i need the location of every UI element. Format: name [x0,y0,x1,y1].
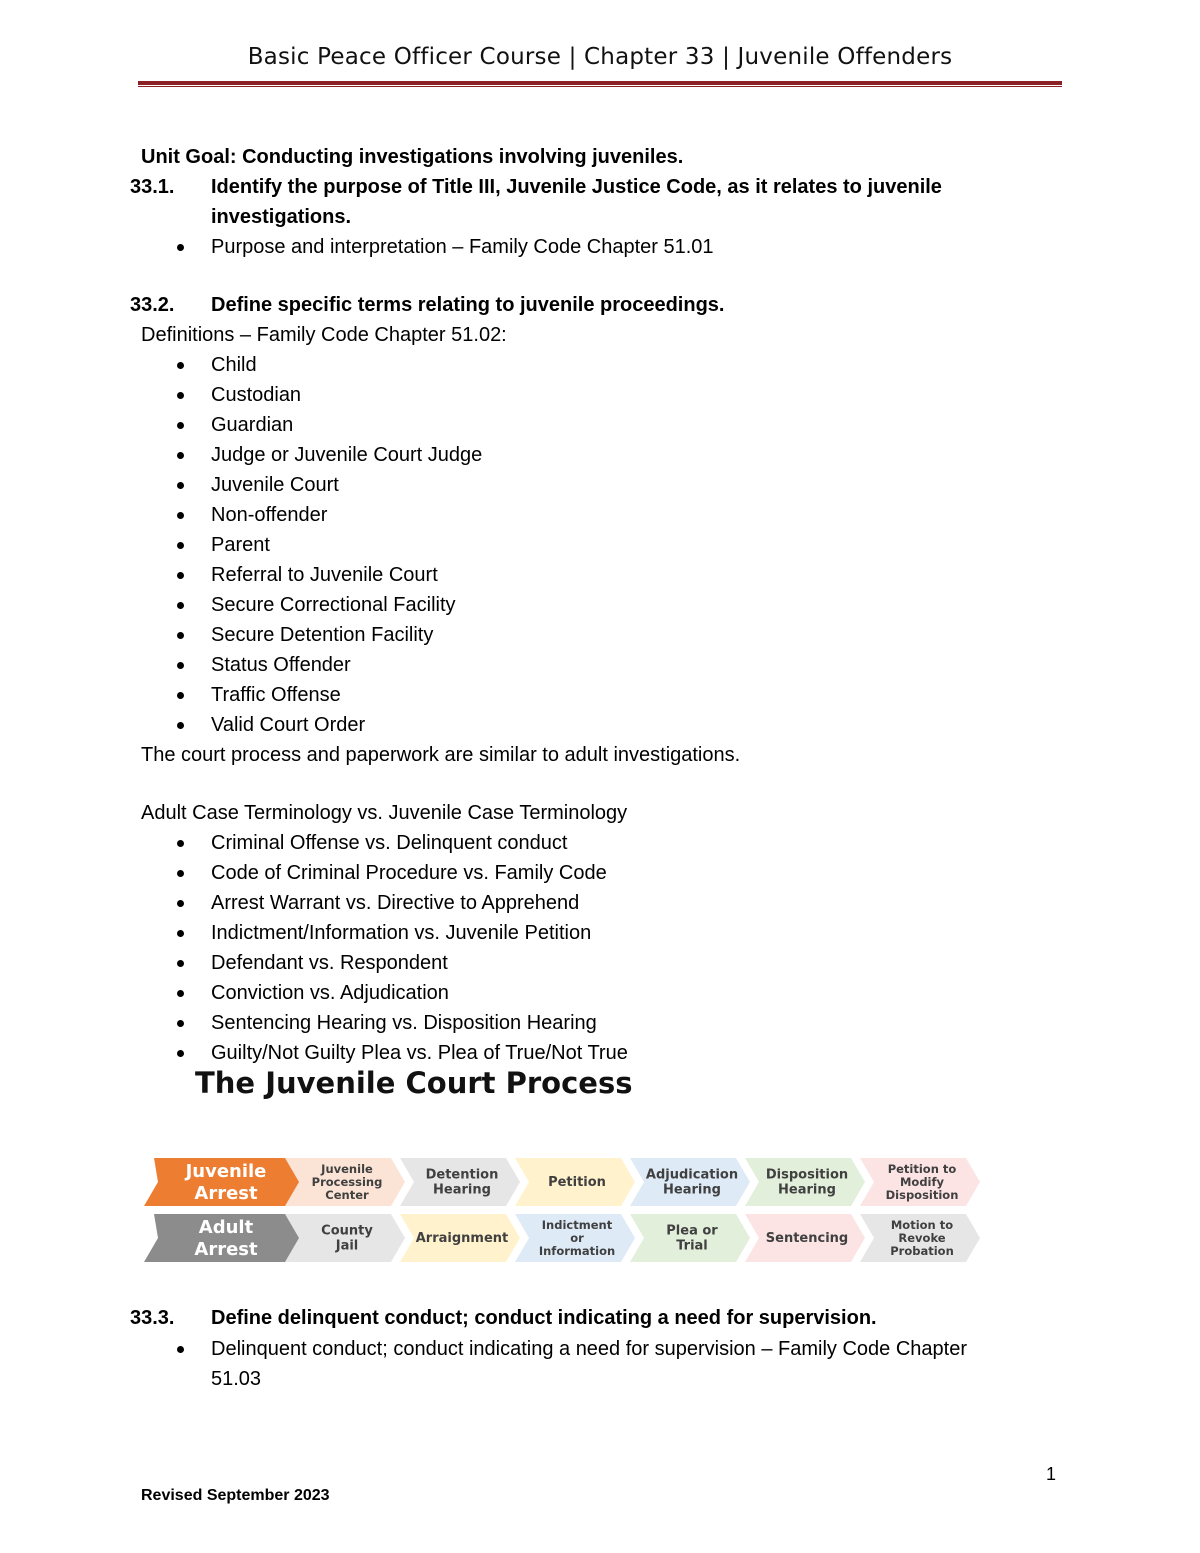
diagram-title: The Juvenile Court Process [195,1066,633,1100]
list-item-text: Parent [211,534,270,556]
objective-number: 33.2. [130,294,175,316]
bullet-icon [177,870,184,877]
juvenile-step-label: Adjudication [645,1167,739,1183]
bullet-icon [177,602,184,609]
list-item-text-line-1: Delinquent conduct; conduct indicating a need for supervision – Family Code Chapter [211,1338,967,1360]
unit-goal: Unit Goal: Conducting investigations involving juveniles. [141,146,684,168]
terminology-intro: Adult Case Terminology vs. Juvenile Case Terminology [141,802,628,824]
juvenile-lead-label: Arrest [194,1183,258,1204]
bullet-icon [177,572,184,579]
list-item-text: Valid Court Order [211,714,366,736]
objective-number: 33.1. [130,176,175,198]
objective-1-bullets [130,232,1050,262]
adult-lead-label: Arrest [194,1239,258,1260]
juvenile-step-label: Detention [425,1167,499,1183]
juvenile-step-label: Hearing [433,1182,491,1198]
bullet-icon [177,722,184,729]
header-rule-thin [138,86,1062,87]
list-item [130,948,1050,978]
juvenile-step-label: Juvenile [321,1162,373,1176]
bullet-icon [177,542,184,549]
objective-text: Define specific terms relating to juvenile proceedings. [211,294,725,316]
list-item [130,530,1050,560]
bullet-icon [177,512,184,519]
juvenile-step-label: Petition to [887,1162,957,1176]
adult-step-label: Sentencing [765,1231,849,1246]
list-item-text: Traffic Offense [211,684,341,706]
bullet-icon [177,422,184,429]
juvenile-step-label: Petition [548,1175,606,1190]
court-note: The court process and paperwork are similar to adult investigations. [141,744,741,766]
list-item [130,680,1050,710]
adult-process-row [144,1214,980,1262]
list-item-text: Defendant vs. Respondent [211,952,448,974]
list-item-text: Secure Detention Facility [211,624,434,646]
list-item-text: Arrest Warrant vs. Directive to Apprehend [211,892,580,914]
bullet-icon [177,244,184,251]
list-item-text: Guardian [211,414,294,436]
list-item [130,650,1050,680]
list-item-text: Secure Correctional Facility [211,594,456,616]
bullet-icon [177,662,184,669]
list-item [130,350,1050,380]
page-number: 1 [1046,1464,1057,1484]
objective-33-3 [130,1304,1050,1394]
bullet-icon [177,960,184,967]
list-item-text-line-2: 51.03 [211,1368,262,1390]
objective-33-2 [130,290,1050,320]
bullet-icon [177,692,184,699]
list-item-text: Conviction vs. Adjudication [211,982,449,1004]
list-item [130,470,1050,500]
adult-step-label: or [570,1231,584,1245]
definitions-list [130,350,1050,740]
adult-step-label: Information [538,1244,616,1258]
bullet-icon [177,1050,184,1057]
court-process-diagram [140,1152,1000,1266]
objective-text-line-1: Identify the purpose of Title III, Juvenile Justice Code, as it relates to juvenile [211,176,942,198]
page-header-title: Basic Peace Officer Course | Chapter 33 | Juvenile Offenders [247,44,953,70]
bullet-icon [177,452,184,459]
juvenile-step-label: Center [325,1188,369,1202]
list-item [130,858,1050,888]
objective-number: 33.3. [130,1307,175,1329]
juvenile-step-label: Modify [899,1175,945,1189]
juvenile-step-label: Processing [311,1175,383,1189]
list-item-text: Child [211,354,257,376]
adult-step-label: Arraignment [415,1231,509,1246]
bullet-icon [177,840,184,847]
bullet-icon [177,1020,184,1027]
list-item [130,380,1050,410]
bullet-icon [177,930,184,937]
bullet-icon [177,632,184,639]
juvenile-step-label: Hearing [778,1182,836,1198]
bullet-icon [177,990,184,997]
list-item [130,828,1050,858]
list-item-text: Referral to Juvenile Court [211,564,438,586]
list-item [130,560,1050,590]
list-item [130,440,1050,470]
list-item-text: Status Offender [211,654,351,676]
objective-3-bullets [130,1334,1050,1394]
list-item [130,710,1050,740]
adult-step-label: Motion to [890,1218,954,1232]
juvenile-step-label: Hearing [663,1182,721,1198]
objective-text-line-2: investigations. [211,206,352,228]
list-item-text: Judge or Juvenile Court Judge [211,444,483,466]
juvenile-step-label: Disposition [765,1167,849,1183]
footer-revision: Revised September 2023 [141,1487,330,1504]
juvenile-process-row [144,1158,980,1206]
list-item [130,1008,1050,1038]
adult-step-label: Indictment [541,1218,613,1232]
list-item-text: Guilty/Not Guilty Plea vs. Plea of True/Not True [211,1042,628,1064]
adult-step-label: County [321,1223,373,1239]
list-item-text: Code of Criminal Procedure vs. Family Code [211,862,607,884]
list-item [130,918,1050,948]
list-item [130,978,1050,1008]
bullet-icon [177,482,184,489]
list-item-text: Juvenile Court [211,474,339,496]
list-item-text: Sentencing Hearing vs. Disposition Hearing [211,1012,597,1034]
adult-lead-label: Adult [198,1217,254,1238]
juvenile-step-label: Disposition [885,1188,959,1202]
list-item-text: Indictment/Information vs. Juvenile Petition [211,922,592,944]
list-item [130,1038,1050,1068]
terminology-list [130,828,1050,1068]
list-item-text: Purpose and interpretation – Family Code Chapter 51.01 [211,236,714,258]
header-rule [138,81,1062,85]
objective-text: Define delinquent conduct; conduct indicating a need for supervision. [211,1307,877,1329]
adult-step-label: Revoke [898,1231,946,1245]
list-item [130,500,1050,530]
adult-step-label: Jail [335,1238,359,1254]
list-item [130,590,1050,620]
main-content [130,142,1050,1068]
list-item [130,232,1050,262]
list-item-text: Custodian [211,384,302,406]
list-item [130,888,1050,918]
adult-step-label: Plea or [666,1223,718,1239]
list-item-text: Criminal Offense vs. Delinquent conduct [211,832,568,854]
juvenile-lead-label: Juvenile [185,1161,267,1182]
definitions-intro: Definitions – Family Code Chapter 51.02: [141,324,507,346]
list-item [130,410,1050,440]
bullet-icon [177,900,184,907]
bullet-icon [177,392,184,399]
adult-step-label: Probation [890,1244,954,1258]
list-item-text: Non-offender [211,504,328,526]
adult-step-label: Trial [676,1238,708,1254]
objective-33-1 [130,172,1050,232]
list-item [130,1334,1050,1394]
bullet-icon [177,1346,184,1353]
bullet-icon [177,362,184,369]
list-item [130,620,1050,650]
